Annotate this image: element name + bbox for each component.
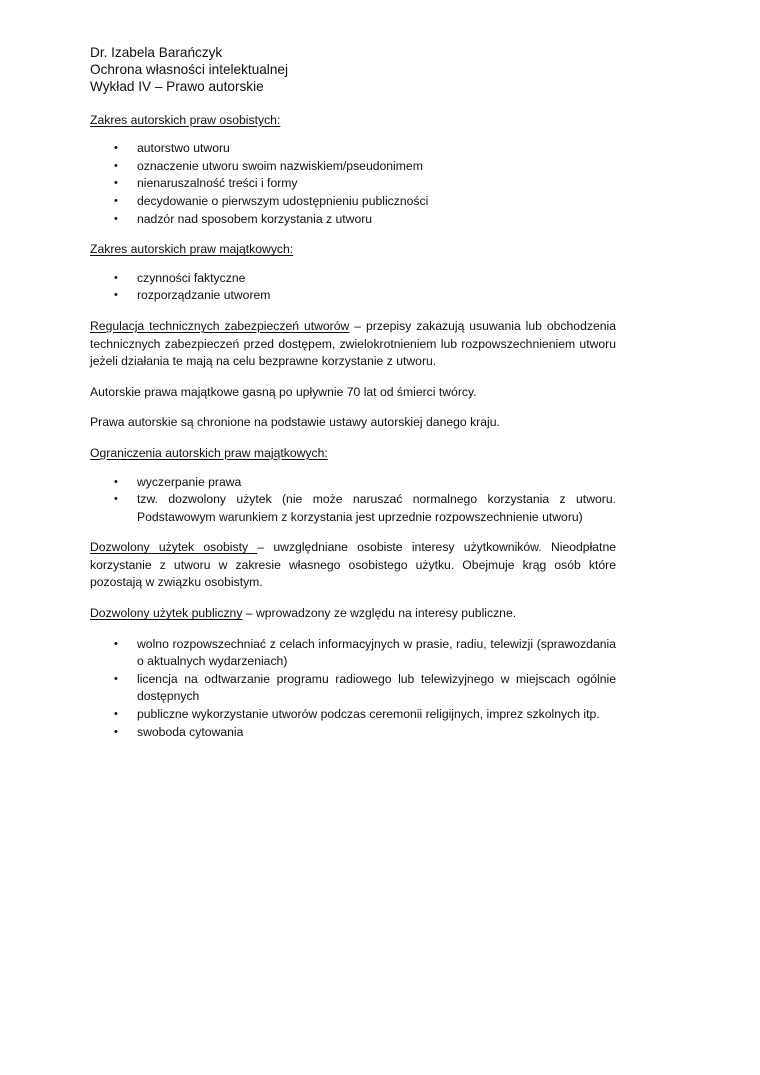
- list-item: [90, 193, 616, 211]
- bullet-icon: •: [114, 194, 118, 207]
- course-title: Ochrona własności intelektualnej: [90, 62, 288, 78]
- list-item: [90, 270, 616, 288]
- bullet-icon: •: [114, 475, 118, 488]
- list-item: [90, 287, 616, 305]
- property-rights-list: [90, 270, 616, 305]
- list-item: [90, 636, 616, 671]
- personal-rights-list: [90, 140, 616, 228]
- property-rights-heading: Zakres autorskich praw majątkowych:: [90, 242, 294, 257]
- personal-use-paragraph: [90, 539, 616, 592]
- protection-paragraph: Prawa autorskie są chronione na podstawie ustawy autorskiej danego kraju.: [90, 415, 500, 430]
- bullet-icon: •: [114, 142, 118, 155]
- public-use-text: – wprowadzony ze względu na interesy publiczne.: [242, 606, 517, 621]
- technical-protection-term: Regulacja technicznych zabezpieczeń utworów: [90, 318, 350, 333]
- list-item-text: czynności faktyczne: [137, 270, 246, 285]
- list-item-text: nienaruszalność treści i formy: [137, 176, 298, 191]
- technical-protection-paragraph: [90, 318, 616, 371]
- list-item-text: nadzór nad sposobem korzystania z utworu: [137, 211, 373, 226]
- list-item: [90, 211, 616, 229]
- bullet-icon: •: [114, 708, 118, 721]
- list-item-text: publiczne wykorzystanie utworów podczas ceremonii religijnych, imprez szkolnych itp.: [137, 707, 600, 722]
- personal-rights-heading: Zakres autorskich praw osobistych:: [90, 112, 281, 127]
- public-use-term: Dozwolony użytek publiczny: [90, 606, 243, 621]
- personal-use-term: Dozwolony użytek osobisty: [90, 540, 258, 555]
- bullet-icon: •: [114, 289, 118, 302]
- list-item: [90, 158, 616, 176]
- technical-protection-text: – przepisy zakazują usuwania lub obchodzenia technicznych zabezpieczeń przed dostępem, zwielokrotnieniem lub rozpowszechnieniem utworu jeżeli działania te mają na celu bezprawne korzystanie z utworu.: [90, 318, 616, 369]
- author-name: Dr. Izabela Barańczyk: [90, 45, 223, 60]
- list-item-text: rozporządzanie utworem: [137, 288, 271, 303]
- limitations-list: [90, 474, 616, 527]
- public-use-paragraph: [90, 605, 616, 623]
- list-item: [90, 140, 616, 158]
- bullet-icon: •: [114, 637, 118, 650]
- document-body: [90, 44, 616, 741]
- bullet-icon: •: [114, 212, 118, 225]
- bullet-icon: •: [114, 672, 118, 685]
- list-item-text: wyczerpanie prawa: [137, 474, 242, 489]
- bullet-icon: •: [114, 177, 118, 190]
- bullet-icon: •: [114, 493, 118, 506]
- lecture-title: Wykład IV – Prawo autorskie: [90, 79, 264, 95]
- limitations-heading: Ograniczenia autorskich praw majątkowych:: [90, 445, 328, 460]
- list-item: [90, 671, 616, 706]
- public-use-list: [90, 636, 616, 742]
- list-item: [90, 724, 616, 742]
- personal-use-text: – uwzględniane osobiste interesy użytkowników. Nieodpłatne korzystanie z utworu w zakresie własnego osobistego użytku. Obejmuje krąg osób które pozostają w związku osobistym.: [90, 540, 616, 590]
- list-item-text: swoboda cytowania: [137, 724, 244, 739]
- bullet-icon: •: [114, 159, 118, 172]
- expiry-paragraph: Autorskie prawa majątkowe gasną po upływnie 70 lat od śmierci twórcy.: [90, 384, 477, 399]
- bullet-icon: •: [114, 725, 118, 738]
- list-item: [90, 474, 616, 492]
- list-item: [90, 491, 616, 526]
- bullet-icon: •: [114, 271, 118, 284]
- list-item-text: wolno rozpowszechniać z celach informacyjnych w prasie, radiu, telewizji (sprawozdania o aktualnych wydarzeniach): [137, 636, 616, 669]
- list-item-text: oznaczenie utworu swoim nazwiskiem/pseudonimem: [137, 158, 423, 173]
- list-item-text: autorstwo utworu: [137, 141, 230, 156]
- list-item-text: tzw. dozwolony użytek (nie może naruszać normalnego korzystania z utworu. Podstawowym warunkiem z korzystania jest uprzednie rozpowszechnienie utworu): [137, 492, 616, 524]
- list-item: [90, 706, 616, 724]
- list-item-text: licencja na odtwarzanie programu radiowego lub telewizyjnego w miejscach ogólnie dostępnych: [137, 671, 616, 704]
- list-item-text: decydowanie o pierwszym udostępnieniu publiczności: [137, 193, 429, 208]
- list-item: [90, 175, 616, 193]
